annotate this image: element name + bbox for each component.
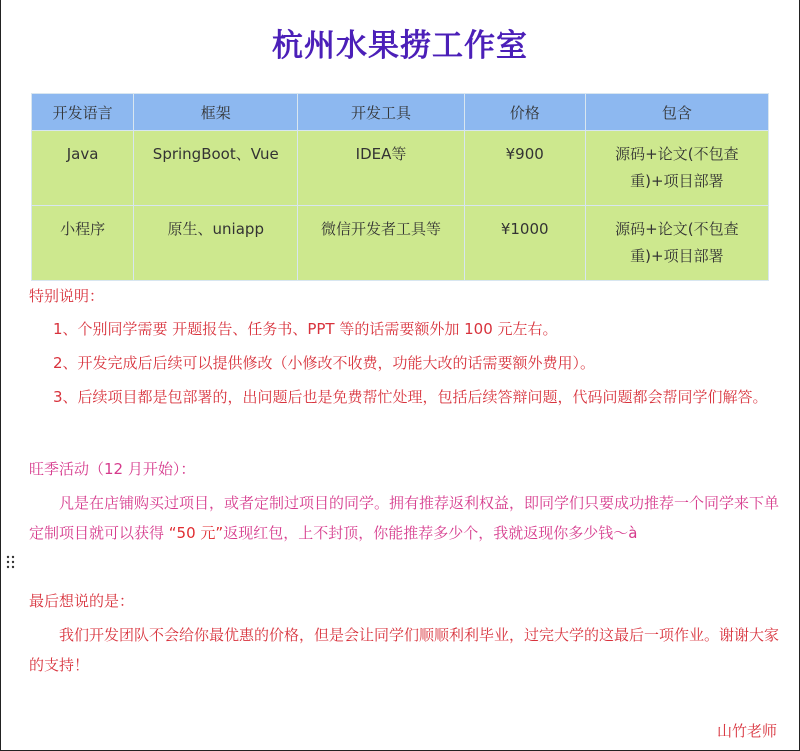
- header-language: 开发语言: [32, 94, 134, 131]
- signature: 山竹老师: [716, 722, 777, 740]
- cell-tools: IDEA等: [298, 131, 464, 206]
- price-table: [31, 93, 769, 281]
- cell-language: 小程序: [32, 206, 134, 281]
- closing-heading: 最后想说的是：: [29, 592, 135, 610]
- cell-tools: 微信开发者工具等: [298, 206, 464, 281]
- special-heading: 特别说明：: [29, 287, 105, 305]
- table-header-row: [32, 94, 769, 131]
- cell-price: ¥1000: [464, 206, 585, 281]
- cell-includes: 源码+论文(不包查重)+项目部署: [585, 131, 768, 206]
- header-tools: 开发工具: [298, 94, 464, 131]
- cell-price: ¥900: [464, 131, 585, 206]
- closing-paragraph: 我们开发团队不会给你最优惠的价格，但是会让同学们顺顺利利毕业，过完大学的这最后一项作业。谢谢大家的支持！: [29, 626, 780, 674]
- promo-highlight: “50 元”: [168, 524, 224, 542]
- table-row: [32, 206, 769, 281]
- cell-language: Java: [32, 131, 134, 206]
- header-includes: 包含: [585, 94, 768, 131]
- header-price: 价格: [464, 94, 585, 131]
- drag-handle-icon[interactable]: [6, 555, 16, 569]
- header-framework: 框架: [134, 94, 298, 131]
- promo-text-before: 凡是在店铺购买过项目，或者定制过项目的同学。拥有推荐返利权益，即同学们只要成功推荐一个同学来下单定制项目就可以获得: [29, 494, 780, 542]
- special-item-3: 3、后续项目都是包部署的，出问题后也是免费帮忙处理，包括后续答辩问题，代码问题都会帮同学们解答。: [53, 388, 768, 406]
- cell-framework: 原生、uniapp: [134, 206, 298, 281]
- page-title: 杭州水果捞工作室: [272, 28, 528, 64]
- special-item-1: 1、个别同学需要 开题报告、任务书、PPT 等的话需要额外加 100 元左右。: [53, 320, 558, 338]
- promo-heading: 旺季活动（12 月开始）：: [29, 460, 196, 478]
- cell-framework: SpringBoot、Vue: [134, 131, 298, 206]
- promo-text-after: 返现红包，上不封顶，你能推荐多少个，我就返现你多少钱～à: [223, 524, 638, 542]
- cell-includes: 源码+论文(不包查重)+项目部署: [585, 206, 768, 281]
- special-item-2: 2、开发完成后后续可以提供修改（小修改不收费，功能大改的话需要额外费用）。: [53, 354, 596, 372]
- promo-paragraph: [29, 488, 781, 548]
- table-row: [32, 131, 769, 206]
